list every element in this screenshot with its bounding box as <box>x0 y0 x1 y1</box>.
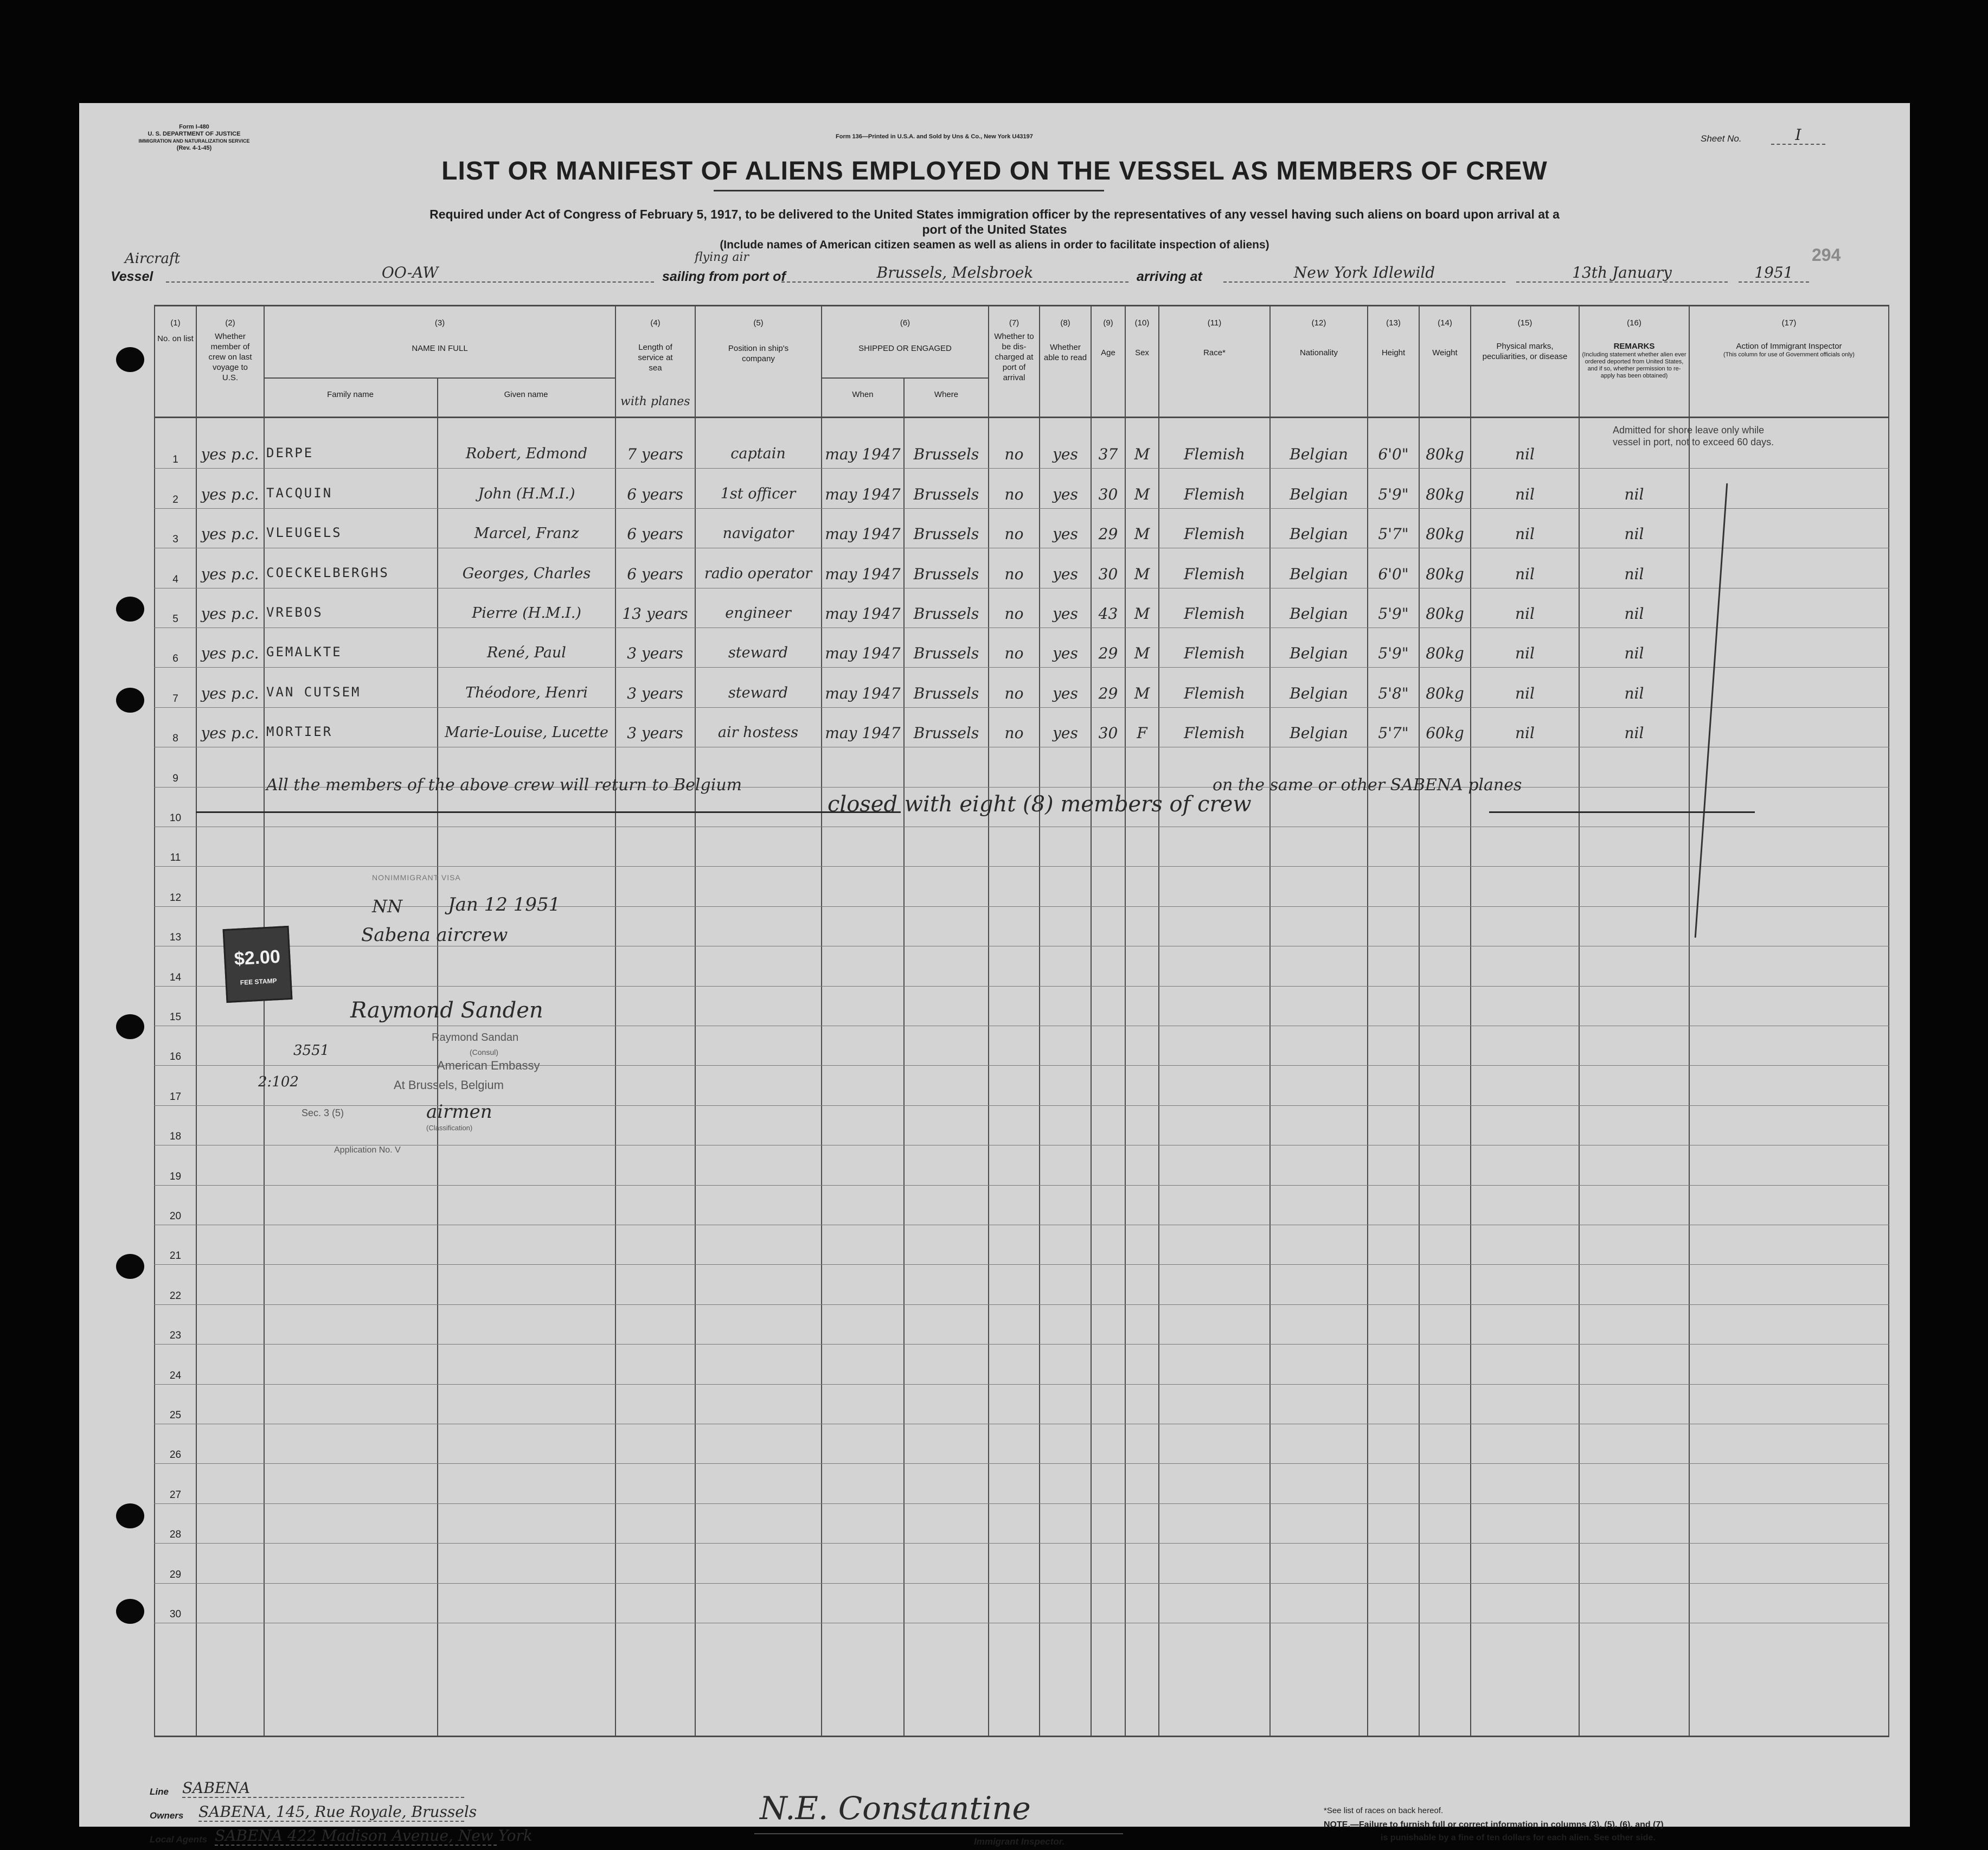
sex-cell: M <box>1134 684 1150 702</box>
nationality-cell: Belgian <box>1290 485 1348 503</box>
owners-label: Owners <box>150 1810 184 1821</box>
visa-signature: Raymond Sanden <box>350 998 543 1023</box>
service-cell: 3 years <box>627 724 683 742</box>
row-rule <box>154 986 1889 987</box>
weight-cell: 60kg <box>1426 724 1464 742</box>
marks-cell: nil <box>1515 525 1535 543</box>
remarks-cell: nil <box>1624 684 1644 702</box>
race-cell: Flemish <box>1184 565 1245 583</box>
punch-hole <box>116 688 144 713</box>
age-cell: 30 <box>1098 565 1118 583</box>
row-rule <box>154 667 1889 668</box>
age-cell: 37 <box>1098 445 1118 463</box>
line-number: 6 <box>172 653 178 664</box>
family-name-cell: GEMALKTE <box>266 644 342 660</box>
remarks-cell: nil <box>1624 485 1644 503</box>
race-cell: Flemish <box>1184 644 1245 662</box>
col12-header: (12) Nationality <box>1299 318 1338 357</box>
col-rule <box>437 377 438 1737</box>
agents-value: SABENA 422 Madison Avenue, New York <box>215 1827 533 1845</box>
col-rule <box>695 305 696 1737</box>
col-rule <box>615 305 616 1737</box>
given-name-cell: Marie-Louise, Lucette <box>445 724 608 741</box>
col-rule <box>1091 305 1092 1737</box>
read-cell: yes <box>1053 605 1078 623</box>
subtitle-2: port of the United States <box>922 222 1067 236</box>
prev-voyage-cell: yes p.c. <box>201 605 259 623</box>
line-number: 9 <box>172 773 178 784</box>
form-id-block <box>129 124 259 152</box>
line-label: Line <box>150 1787 169 1797</box>
sex-cell: M <box>1134 485 1150 503</box>
punch-hole <box>116 347 144 372</box>
fee-stamp <box>223 926 293 1003</box>
col1-header: (1) No. on list <box>157 318 194 343</box>
line-number: 18 <box>169 1131 182 1142</box>
family-name-cell: VREBOS <box>266 605 323 620</box>
read-cell: yes <box>1053 724 1078 742</box>
col-rule <box>1579 305 1580 1737</box>
read-cell: yes <box>1053 485 1078 503</box>
row-rule <box>154 468 1889 469</box>
marks-cell: nil <box>1515 644 1535 662</box>
year-value: 1951 <box>1739 264 1809 283</box>
age-cell: 29 <box>1098 525 1118 543</box>
row-rule <box>154 707 1889 708</box>
punch-hole <box>116 597 144 622</box>
row-rule <box>154 1304 1889 1305</box>
service-cell: 6 years <box>627 525 683 543</box>
inspector-signature: N.E. Constantine <box>760 1790 1031 1827</box>
height-cell: 5'7" <box>1378 525 1409 543</box>
line-number: 23 <box>169 1330 182 1341</box>
col-rule <box>1888 305 1889 1737</box>
fee-stamp-value: $2.00 <box>233 946 281 970</box>
height-cell: 5'9" <box>1378 605 1409 623</box>
line-number: 10 <box>169 812 182 824</box>
col-rule <box>903 377 905 1737</box>
line-value: SABENA <box>182 1779 464 1798</box>
col-rule <box>1419 305 1420 1737</box>
given-name-cell: Marcel, Franz <box>474 525 579 542</box>
marks-cell: nil <box>1515 605 1535 623</box>
height-cell: 6'0" <box>1378 445 1409 463</box>
col-rule <box>988 305 989 1737</box>
footer-note-1: *See list of races on back hereof. <box>1324 1806 1444 1815</box>
line-number: 28 <box>169 1529 182 1540</box>
visa-application: Application No. V <box>334 1145 401 1155</box>
line-number: 15 <box>169 1012 182 1023</box>
service: IMMIGRATION AND NATURALIZATION SERVICE <box>138 138 250 144</box>
col9-header: (9) Age <box>1101 318 1115 357</box>
age-cell: 30 <box>1098 485 1118 503</box>
printer-line: Form 136—Printed in U.S.A. and Sold by Uns & Co., New York U43197 <box>836 133 1033 140</box>
stamp-number: 294 <box>1812 245 1841 265</box>
position-cell: steward <box>728 644 788 661</box>
age-cell: 29 <box>1098 684 1118 702</box>
nationality-cell: Belgian <box>1290 724 1348 742</box>
visa-sabena: Sabena aircrew <box>361 924 508 946</box>
sex-cell: M <box>1134 605 1150 623</box>
when-header: When <box>852 390 874 399</box>
shipped-when-cell: may 1947 <box>825 525 901 543</box>
family-name-cell: MORTIER <box>266 724 333 739</box>
marks-cell: nil <box>1515 684 1535 702</box>
line-number: 29 <box>169 1569 182 1580</box>
remarks-cell: nil <box>1624 605 1644 623</box>
prev-voyage-cell: yes p.c. <box>201 525 259 543</box>
weight-cell: 80kg <box>1426 605 1464 623</box>
line-number: 2 <box>172 494 178 505</box>
prev-voyage-cell: yes p.c. <box>201 724 259 742</box>
given-name-cell: Pierre (H.M.I.) <box>472 605 581 622</box>
vessel-value: OO-AW <box>166 264 654 283</box>
sex-cell: F <box>1137 724 1147 742</box>
read-cell: yes <box>1053 684 1078 702</box>
service-cell: 13 years <box>622 605 688 623</box>
line-number: 8 <box>172 733 178 744</box>
visa-location: At Brussels, Belgium <box>394 1078 504 1092</box>
punch-hole <box>116 1014 144 1039</box>
col14-header: (14) Weight <box>1432 318 1458 357</box>
race-cell: Flemish <box>1184 684 1245 702</box>
given-name-cell: John (H.M.I.) <box>478 485 575 502</box>
prev-voyage-cell: yes p.c. <box>201 684 259 702</box>
weight-cell: 80kg <box>1426 684 1464 702</box>
row-rule <box>154 508 1889 509</box>
col11-header: (11) Race* <box>1203 318 1226 357</box>
height-cell: 5'7" <box>1378 724 1409 742</box>
sex-cell: M <box>1134 445 1150 463</box>
shipped-when-cell: may 1947 <box>825 605 901 623</box>
col-rule <box>1269 305 1271 1737</box>
col2-header: (2) Whether member of crew on last voyage to U.S. <box>208 318 252 382</box>
row-rule <box>154 1264 1889 1265</box>
service-cell: 6 years <box>627 485 683 503</box>
line-number: 25 <box>169 1410 182 1421</box>
line-number: 21 <box>169 1250 182 1262</box>
department: U. S. DEPARTMENT OF JUSTICE <box>148 131 241 137</box>
flying-air: flying air <box>695 251 749 264</box>
discharged-cell: no <box>1004 525 1024 543</box>
header-top-rule <box>154 305 1889 306</box>
row-rule <box>154 1344 1889 1345</box>
fee-stamp-label: FEE STAMP <box>240 977 277 987</box>
row-rule <box>154 1105 1889 1106</box>
read-cell: yes <box>1053 644 1078 662</box>
discharged-cell: no <box>1004 605 1024 623</box>
weight-cell: 80kg <box>1426 445 1464 463</box>
family-name-cell: DERPE <box>266 445 314 460</box>
col13-header: (13) Height <box>1381 318 1406 357</box>
age-cell: 29 <box>1098 644 1118 662</box>
family-name-cell: TACQUIN <box>266 485 333 501</box>
port-value: Brussels, Melsbroek <box>781 264 1128 283</box>
given-name-cell: Robert, Edmond <box>465 445 588 462</box>
shipped-where-cell: Brussels <box>913 445 979 463</box>
line-number: 1 <box>172 454 178 465</box>
col-rule <box>1039 305 1040 1737</box>
height-cell: 5'8" <box>1378 684 1409 702</box>
discharged-cell: no <box>1004 644 1024 662</box>
row-rule <box>154 1384 1889 1385</box>
discharged-cell: no <box>1004 485 1024 503</box>
remarks-bracket <box>1695 483 1728 938</box>
given-name-cell: Théodore, Henri <box>465 684 588 701</box>
visa-no: NN <box>372 896 402 917</box>
family-name-header: Family name <box>327 390 374 399</box>
arriving-label: arriving at <box>1137 269 1202 284</box>
shipped-when-cell: may 1947 <box>825 445 901 463</box>
visa-class: airmen <box>426 1101 492 1123</box>
revision: (Rev. 4-1-45) <box>176 145 212 151</box>
family-name-cell: COECKELBERGHS <box>266 565 389 580</box>
footer-note-3: is punishable by a fine of ten dollars for each alien. See other side. <box>1381 1833 1656 1842</box>
shipped-when-cell: may 1947 <box>825 644 901 662</box>
discharged-cell: no <box>1004 684 1024 702</box>
shipped-when-cell: may 1947 <box>825 684 901 702</box>
line-number: 11 <box>170 852 181 863</box>
date-value: 13th January <box>1516 264 1728 283</box>
remarks-cell: nil <box>1624 724 1644 742</box>
remarks-cell: nil <box>1624 644 1644 662</box>
page-title: LIST OR MANIFEST OF ALIENS EMPLOYED ON THE VESSEL AS MEMBERS OF CREW <box>441 157 1548 185</box>
race-cell: Flemish <box>1184 485 1245 503</box>
shipped-when-cell: may 1947 <box>825 565 901 583</box>
given-name-cell: René, Paul <box>487 644 566 661</box>
col-rule <box>1470 305 1471 1737</box>
nationality-cell: Belgian <box>1290 525 1348 543</box>
visa-embassy: American Embassy <box>437 1059 540 1072</box>
race-cell: Flemish <box>1184 605 1245 623</box>
line-number: 27 <box>169 1489 182 1501</box>
marks-cell: nil <box>1515 724 1535 742</box>
row-rule <box>154 906 1889 907</box>
position-cell: 1st officer <box>720 485 796 502</box>
visa-header: NONIMMIGRANT VISA <box>372 873 461 882</box>
line-number: 22 <box>169 1290 182 1302</box>
col10-header: (10) Sex <box>1134 318 1150 357</box>
weight-cell: 80kg <box>1426 565 1464 583</box>
shipped-where-cell: Brussels <box>913 525 979 543</box>
col-rule <box>1689 305 1690 1737</box>
height-cell: 6'0" <box>1378 565 1409 583</box>
line-number: 7 <box>172 693 178 705</box>
where-header: Where <box>934 390 959 399</box>
with-planes-note: with planes <box>620 395 690 408</box>
discharged-cell: no <box>1004 445 1024 463</box>
row-rule <box>154 1065 1889 1066</box>
footer-note-2: NOTE.—Failure to furnish full or correct information in columns (3), (5), (6), and (7) <box>1324 1820 1664 1829</box>
prev-voyage-cell: yes p.c. <box>201 644 259 662</box>
race-cell: Flemish <box>1184 724 1245 742</box>
visa-consul-title: (Consul) <box>470 1048 498 1057</box>
sheet-number: I <box>1771 126 1825 145</box>
position-cell: navigator <box>722 525 794 542</box>
arriving-value: New York Idlewild <box>1223 264 1505 283</box>
closing-note: closed with eight (8) members of crew <box>828 792 1252 817</box>
discharged-cell: no <box>1004 565 1024 583</box>
col3-header: (3) NAME IN FULL <box>412 318 468 353</box>
col5-header: (5) Position in ship's company <box>728 318 789 363</box>
row-rule <box>154 866 1889 867</box>
prev-voyage-cell: yes p.c. <box>201 485 259 503</box>
weight-cell: 80kg <box>1426 644 1464 662</box>
col-rule <box>264 305 265 1737</box>
row-rule <box>154 1503 1889 1504</box>
visa-service-no: 3551 <box>293 1042 330 1059</box>
height-cell: 5'9" <box>1378 644 1409 662</box>
age-cell: 43 <box>1098 605 1118 623</box>
return-note: All the members of the above crew will return to Belgium <box>266 776 742 795</box>
shipped-where-cell: Brussels <box>913 605 979 623</box>
family-name-cell: VAN CUTSEM <box>266 684 361 700</box>
nationality-cell: Belgian <box>1290 605 1348 623</box>
nationality-cell: Belgian <box>1290 684 1348 702</box>
col-rule <box>821 305 822 1737</box>
table-bottom-rule <box>154 1736 1889 1737</box>
subtitle-3: (Include names of American citizen seamen as well as aliens in order to facilitate inspection of aliens) <box>720 239 1269 251</box>
visa-date: Jan 12 1951 <box>448 894 561 916</box>
service-cell: 7 years <box>627 445 683 463</box>
col-rule <box>196 305 197 1737</box>
line-number: 3 <box>172 534 178 545</box>
line-number: 4 <box>172 574 178 585</box>
punch-hole <box>116 1599 144 1624</box>
position-cell: engineer <box>725 605 791 622</box>
visa-class-label: (Classification) <box>426 1124 473 1132</box>
line-number: 14 <box>169 972 182 983</box>
prev-voyage-cell: yes p.c. <box>201 565 259 583</box>
sex-cell: M <box>1134 565 1150 583</box>
vessel-label: Vessel <box>111 269 153 284</box>
sex-cell: M <box>1134 644 1150 662</box>
marks-cell: nil <box>1515 445 1535 463</box>
line-number: 16 <box>169 1051 182 1062</box>
col4-header: (4) Length of service at sea <box>638 318 673 373</box>
line-number: 30 <box>169 1609 182 1620</box>
weight-cell: 80kg <box>1426 485 1464 503</box>
shipped-where-cell: Brussels <box>913 724 979 742</box>
agents-label: Local Agents <box>150 1834 208 1845</box>
service-cell: 3 years <box>627 684 683 702</box>
position-cell: captain <box>730 445 786 462</box>
closing-rule-right <box>1489 811 1755 813</box>
col8-header: (8) Whether able to read <box>1043 318 1087 362</box>
discharged-cell: no <box>1004 724 1024 742</box>
line-number: 24 <box>169 1370 182 1381</box>
family-name-cell: VLEUGELS <box>266 525 342 540</box>
col17-header: (17) Action of Immigrant Inspector (This column for use of Government officials only) <box>1723 318 1855 358</box>
position-cell: air hostess <box>717 724 799 741</box>
line-number: 12 <box>169 892 182 904</box>
given-name-cell: Georges, Charles <box>462 565 591 582</box>
row-rule <box>154 1185 1889 1186</box>
read-cell: yes <box>1053 565 1078 583</box>
prev-voyage-cell: yes p.c. <box>201 445 259 463</box>
aircraft-word: Aircraft <box>125 251 181 267</box>
row-rule <box>154 1583 1889 1584</box>
col16-header: (16) REMARKS (Including statement whether alien ever ordered deported from United States, and if so, whether permission to re-apply has been obtained) <box>1582 318 1686 379</box>
weight-cell: 80kg <box>1426 525 1464 543</box>
line-number: 17 <box>169 1091 182 1103</box>
form-id: Form I-480 <box>179 124 209 130</box>
line-number: 13 <box>169 932 182 943</box>
shipped-when-cell: may 1947 <box>825 485 901 503</box>
name-subheader-rule <box>264 377 616 379</box>
nationality-cell: Belgian <box>1290 644 1348 662</box>
punch-hole <box>116 1503 144 1528</box>
row-rule <box>154 1543 1889 1544</box>
remarks-cell: nil <box>1624 565 1644 583</box>
subtitle-1: Required under Act of Congress of February 5, 1917, to be delivered to the United States immigration officer by the representatives of any vessel having such aliens on board upon arrival at a <box>429 207 1560 221</box>
service-cell: 3 years <box>627 644 683 662</box>
col-rule <box>1158 305 1159 1737</box>
visa-tariff: 2:102 <box>258 1074 299 1090</box>
race-cell: Flemish <box>1184 445 1245 463</box>
shipped-subheader-rule <box>821 377 988 379</box>
sex-cell: M <box>1134 525 1150 543</box>
sheet-label: Sheet No. <box>1701 133 1742 144</box>
race-cell: Flemish <box>1184 525 1245 543</box>
return-note-b: on the same or other SABENA planes <box>1213 776 1522 795</box>
height-cell: 5'9" <box>1378 485 1409 503</box>
col-rule <box>1367 305 1368 1737</box>
header-bottom-rule <box>154 417 1889 418</box>
line-number: 19 <box>169 1171 182 1182</box>
col15-header: (15) Physical marks, peculiarities, or disease <box>1482 318 1568 361</box>
marks-cell: nil <box>1515 565 1535 583</box>
position-cell: steward <box>728 684 788 701</box>
read-cell: yes <box>1053 445 1078 463</box>
nationality-cell: Belgian <box>1290 565 1348 583</box>
row-rule <box>154 1463 1889 1464</box>
shipped-where-cell: Brussels <box>913 565 979 583</box>
shipped-where-cell: Brussels <box>913 644 979 662</box>
closing-rule <box>196 811 901 813</box>
col6-header: (6) SHIPPED OR ENGAGED <box>858 318 952 353</box>
remarks-stamp: Admitted for shore leave only while vessel in port, not to exceed 60 days. <box>1613 425 1774 447</box>
inspector-rule <box>754 1833 1123 1834</box>
line-number: 5 <box>172 613 178 625</box>
owners-value: SABENA, 145, Rue Royale, Brussels <box>198 1803 477 1821</box>
col-rule <box>1125 305 1126 1737</box>
marks-cell: nil <box>1515 485 1535 503</box>
shipped-when-cell: may 1947 <box>825 724 901 742</box>
shipped-where-cell: Brussels <box>913 684 979 702</box>
service-cell: 6 years <box>627 565 683 583</box>
given-name-header: Given name <box>504 390 548 399</box>
nationality-cell: Belgian <box>1290 445 1348 463</box>
sailing-label: sailing from port of <box>662 269 786 284</box>
position-cell: radio operator <box>704 565 812 582</box>
manifest-sheet <box>79 103 1910 1847</box>
punch-hole <box>116 1254 144 1279</box>
line-number: 20 <box>169 1211 182 1222</box>
read-cell: yes <box>1053 525 1078 543</box>
visa-section: Sec. 3 (5) <box>302 1108 344 1118</box>
title-underline <box>714 190 1104 191</box>
col7-header: (7) Whether to be dis- charged at port of arrival <box>994 318 1034 382</box>
visa-consul: Raymond Sandan <box>432 1032 519 1044</box>
line-number: 26 <box>169 1449 182 1461</box>
remarks-cell: nil <box>1624 525 1644 543</box>
shipped-where-cell: Brussels <box>913 485 979 503</box>
inspector-label: Immigrant Inspector. <box>974 1836 1065 1847</box>
age-cell: 30 <box>1098 724 1118 742</box>
